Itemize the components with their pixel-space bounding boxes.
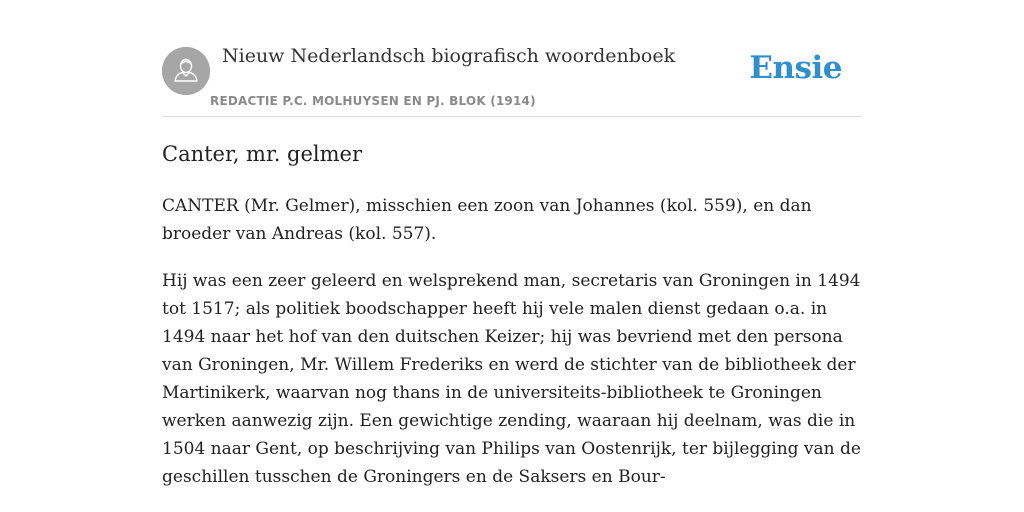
user-avatar-icon[interactable] — [162, 47, 210, 95]
editor-credit: REDACTIE P.C. MOLHUYSEN EN PJ. BLOK (1914) — [210, 94, 536, 108]
article — [162, 138, 862, 491]
article-paragraph: CANTER (Mr. Gelmer), misschien een zoon van Johannes (kol. 559), en dan broeder van Andreas (kol. 557). — [162, 196, 812, 244]
ensie-logo-link[interactable]: Ensie — [749, 50, 842, 86]
article-title: Canter, mr. gelmer — [162, 142, 363, 166]
user-avatar-icon-graphic — [162, 47, 210, 95]
article-paragraph: Hij was een zeer geleerd en welsprekend man, secretaris van Groningen in 1494 tot 1517; als politiek boodschapper heeft hij vele malen dienst gedaan o.a. in 1494 naar het hof van den duitschen Keizer; hij was bevriend met den persona van Groningen, Mr. Willem Frederiks en werd de stichter van de bibliotheek der Martinikerk, waarvan nog thans in de universiteits-bibliotheek te Groningen werken aanwezig zijn. Een gewichtige zending, waaraan hij deelnam, was die in 1504 naar Gent, op beschrijving van Philips van Oostenrijk, ter bijlegging van de geschillen tusschen de Groningers en de Saksers en Bour- — [162, 271, 861, 487]
page-header — [162, 0, 862, 117]
book-title-link[interactable]: Nieuw Nederlandsch biografisch woordenboek — [222, 45, 676, 67]
